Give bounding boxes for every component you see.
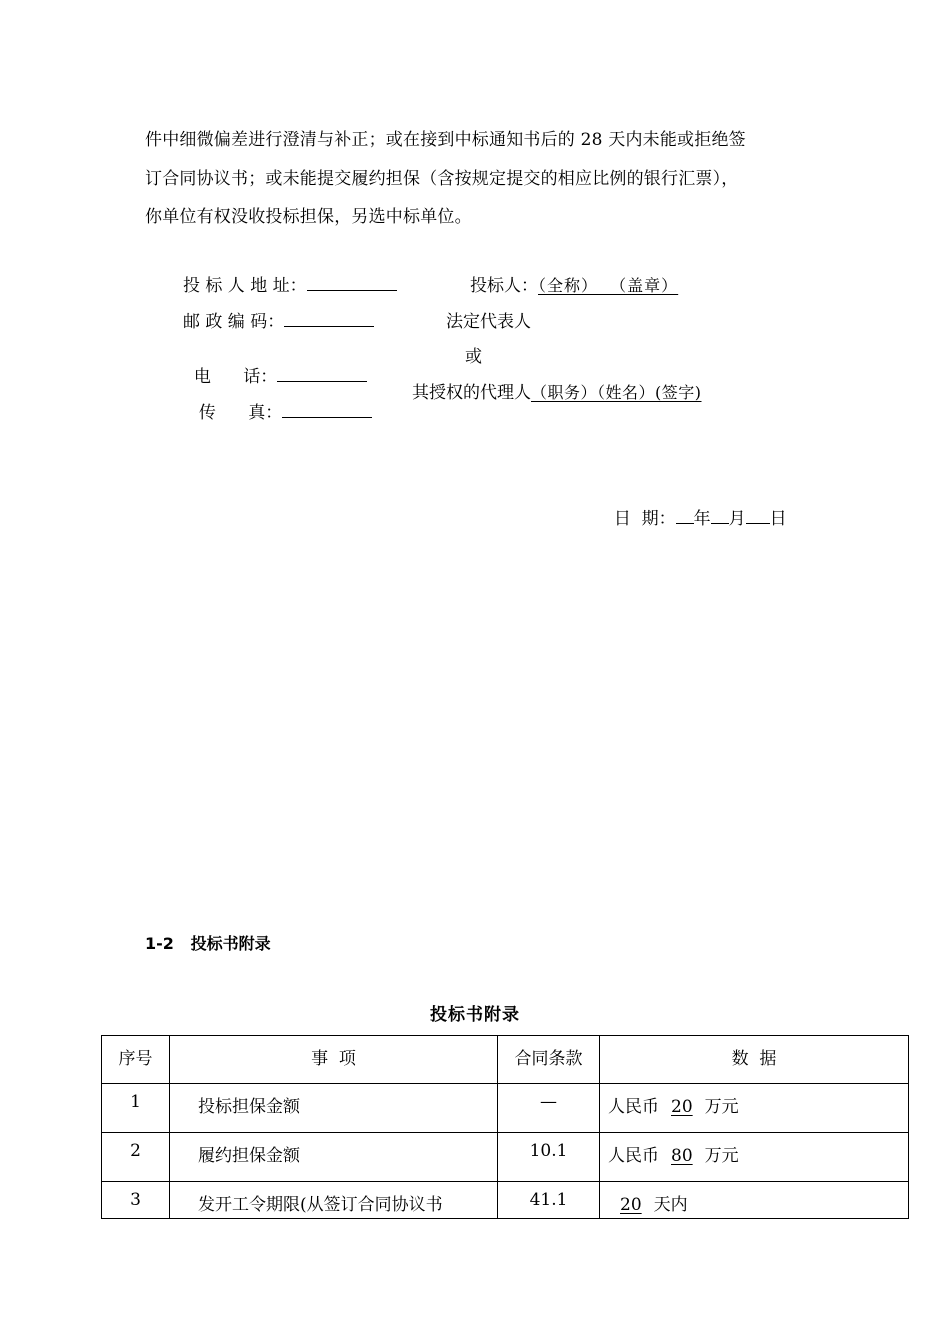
year-label: 年 [693, 509, 711, 529]
row-item: 投标担保金额 [170, 1084, 498, 1133]
row-clause: — [498, 1084, 600, 1133]
table-row [102, 1084, 909, 1133]
address-label: 投 标 人 地 址： [183, 276, 307, 296]
date-row [603, 484, 787, 529]
row-data [600, 1133, 909, 1182]
table-row [102, 1133, 909, 1182]
row-data-value: 20 [671, 1097, 693, 1117]
month-blank [711, 509, 729, 524]
header-no: 序号 [102, 1036, 170, 1084]
row-no: 1 [102, 1084, 170, 1133]
row-data-suffix: 万元 [704, 1097, 739, 1117]
row-data [600, 1084, 909, 1133]
postcode-blank [284, 312, 374, 327]
agent-label: 其授权的代理人 [412, 383, 531, 403]
agent-fill: （职务）（姓名）(签字) [531, 383, 702, 402]
row-no: 3 [102, 1182, 170, 1219]
section-title: 投标书附录 [190, 934, 271, 953]
header-data: 数 据 [600, 1036, 909, 1084]
row-data-prefix: 人民币 [608, 1097, 659, 1117]
header-item: 事 项 [170, 1036, 498, 1084]
section-heading [145, 931, 271, 954]
row-no: 2 [102, 1133, 170, 1182]
phone-label: 电 话： [193, 367, 278, 387]
table-title: 投标书附录 [430, 1005, 520, 1025]
bidder-row [470, 271, 678, 296]
agent-row [412, 378, 702, 403]
row-data [600, 1182, 909, 1219]
paragraph-line-3: 你单位有权没收投标担保，另选中标单位。 [145, 207, 472, 227]
row-data-value: 80 [671, 1146, 693, 1166]
row-clause: 41.1 [498, 1182, 600, 1219]
day-blank [746, 509, 770, 524]
or-label: 或 [465, 347, 482, 367]
header-clause: 合同条款 [498, 1036, 600, 1084]
row-data-suffix: 万元 [704, 1146, 739, 1166]
legal-rep-label: 法定代表人 [446, 312, 531, 332]
bidder-fill: （全称） （盖章） [538, 276, 679, 295]
day-label: 日 [769, 509, 787, 529]
postcode-label: 邮 政 编 码： [183, 312, 285, 332]
fax-label: 传 真： [198, 403, 283, 423]
postcode-row [183, 307, 374, 332]
table-row [102, 1182, 909, 1219]
fax-blank [282, 403, 372, 418]
date-label: 日 期： [613, 509, 676, 529]
row-item: 履约担保金额 [170, 1133, 498, 1182]
bidder-label: 投标人： [470, 276, 538, 296]
row-item: 发开工令期限(从签订合同协议书 [170, 1182, 498, 1219]
row-data-prefix: 人民币 [608, 1146, 659, 1166]
address-blank [307, 276, 397, 291]
address-row [183, 271, 397, 296]
section-number: 1-2 [145, 934, 174, 953]
table-header-row [102, 1036, 909, 1084]
year-blank [676, 509, 694, 524]
row-data-value: 20 [620, 1195, 642, 1215]
fax-row [188, 378, 372, 423]
appendix-table [101, 1035, 909, 1219]
row-clause: 10.1 [498, 1133, 600, 1182]
row-data-suffix: 天内 [653, 1195, 688, 1215]
paragraph-line-2: 订合同协议书；或未能提交履约担保（含按规定提交的相应比例的银行汇票）， [145, 169, 739, 189]
month-label: 月 [728, 509, 746, 529]
paragraph-line-1: 件中细微偏差进行澄清与补正；或在接到中标通知书后的 28 天内未能或拒绝签 [145, 130, 746, 150]
